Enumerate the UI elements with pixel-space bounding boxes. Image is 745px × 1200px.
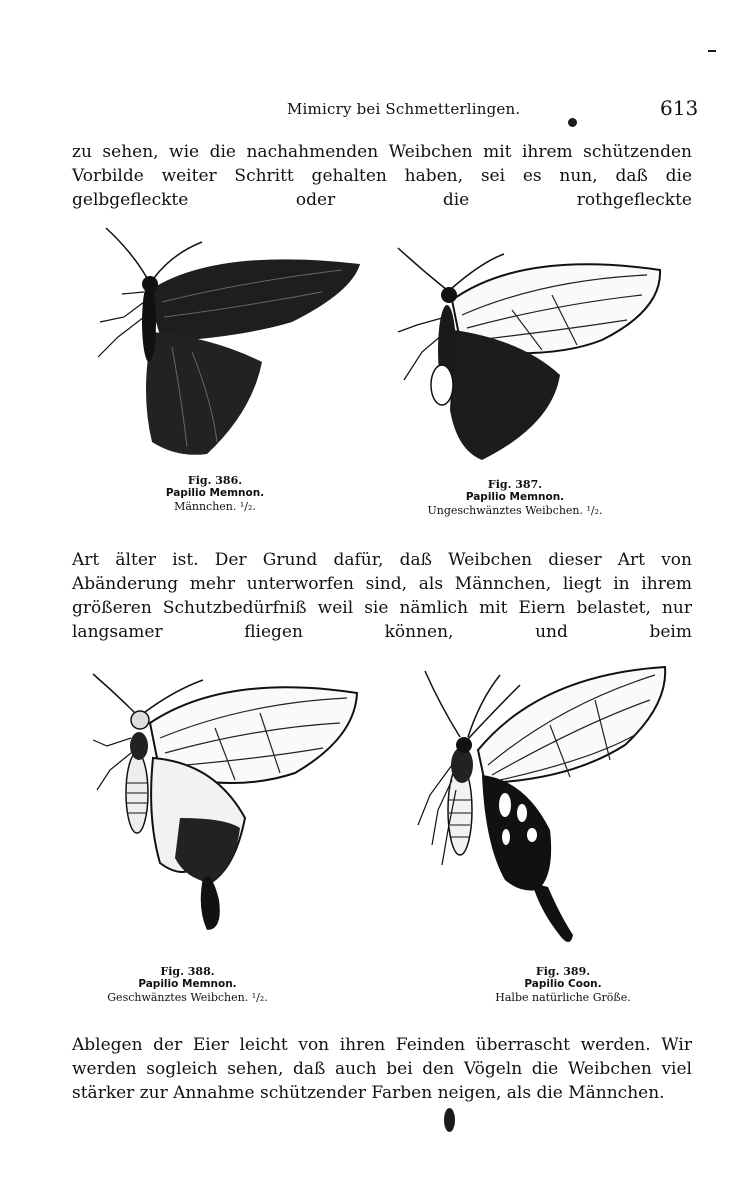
paragraph-3: Ablegen der Eier leicht von ihren Feinden überrascht werden. Wir werden sogleich sehen, daß auch bei den Vögeln die Weibchen viel stärker zur Annahme schützender Farben neigen, als die Männchen. xyxy=(72,1035,692,1103)
butterfly-coon-icon xyxy=(410,665,675,950)
ink-smudge xyxy=(444,1108,455,1132)
butterfly-female-icon xyxy=(392,240,667,465)
figure-386-illustration xyxy=(92,222,367,462)
ink-smudge xyxy=(568,118,577,127)
figure-note: Männchen. ¹/₂. xyxy=(174,500,256,513)
figure-387-illustration xyxy=(392,240,667,465)
caption-386 xyxy=(140,474,290,513)
figure-note: Halbe natürliche Größe. xyxy=(495,991,631,1004)
running-head xyxy=(0,96,745,124)
figure-label: Fig. 389. xyxy=(535,965,591,978)
figure-label: Fig. 387. xyxy=(487,478,543,491)
butterfly-male-icon xyxy=(92,222,367,462)
figure-389-illustration xyxy=(410,665,675,950)
figure-label: Fig. 386. xyxy=(187,474,243,487)
caption-389 xyxy=(478,965,648,1004)
butterfly-tailed-female-icon xyxy=(85,668,365,938)
figure-label: Fig. 388. xyxy=(160,965,215,978)
caption-387 xyxy=(415,478,615,517)
figure-note: Geschwänztes Weibchen. ¹/₂. xyxy=(107,991,268,1004)
figure-species: Papilio Memnon. xyxy=(165,487,265,499)
paragraph-2: Art älter ist. Der Grund dafür, daß Weibchen dieser Art von Abänderung mehr unterworfen sind, als Männchen, liegt in ihrem größeren Schutzbedürfniß weil sie nämlich mit Eiern belastet, nur langsamer fliegen können, und beim xyxy=(72,550,692,642)
paragraph-1: zu sehen, wie die nachahmenden Weibchen mit ihrem schützenden Vorbilde weiter Schritt gehalten haben, sei es nun, daß die gelbgefleckte oder die rothgefleckte xyxy=(72,142,692,210)
figure-species: Papilio Memnon. xyxy=(465,491,565,503)
figure-388-illustration xyxy=(85,668,365,938)
figure-species: Papilio Memnon. xyxy=(138,978,237,990)
figure-note: Ungeschwänztes Weibchen. ¹/₂. xyxy=(427,504,603,517)
caption-388 xyxy=(100,965,275,1004)
running-title: Mimicry bei Schmetterlingen. xyxy=(287,100,521,118)
page-number: 613 xyxy=(660,96,699,120)
ink-mark xyxy=(708,50,716,52)
figure-species: Papilio Coon. xyxy=(524,978,602,990)
